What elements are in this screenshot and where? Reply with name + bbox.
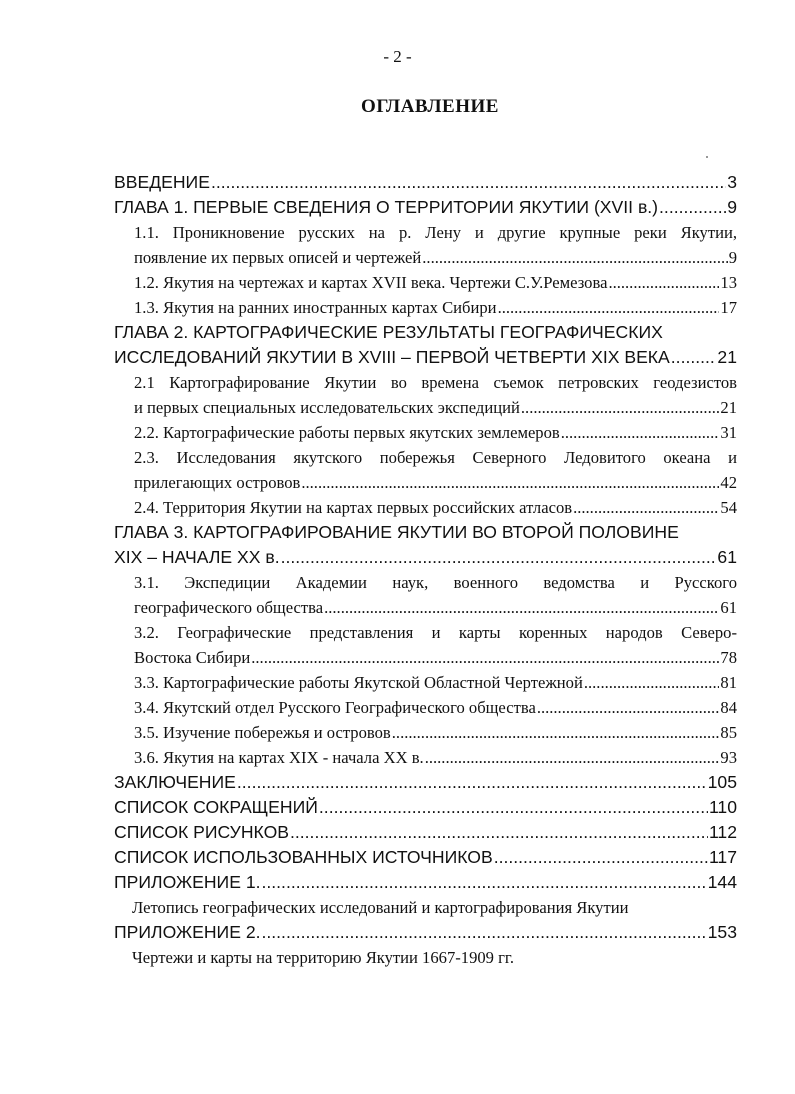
toc-page-number: 17 <box>720 298 737 317</box>
toc-entry-chapter-1[interactable] <box>114 195 737 220</box>
toc-entry-chapter-2[interactable] <box>114 320 737 370</box>
toc-page-number: 85 <box>720 723 737 742</box>
toc-page-number: 84 <box>720 698 737 717</box>
dot-leader <box>281 545 717 570</box>
toc-entry-label: ПРИЛОЖЕНИЕ 2. <box>114 922 261 942</box>
toc-entry-sources[interactable] <box>114 845 737 870</box>
toc-entry-label-line2: прилегающих островов <box>134 473 301 492</box>
toc-page-number: 112 <box>708 822 737 842</box>
dot-leader <box>425 745 720 770</box>
dot-leader <box>494 845 708 870</box>
toc-page-number: 42 <box>720 473 737 492</box>
toc-entry-section-1-2[interactable] <box>134 270 737 295</box>
toc-entry-section-3-1[interactable] <box>114 570 737 620</box>
toc-page-number: 3 <box>727 172 737 192</box>
toc-entry-section-3-6[interactable] <box>134 745 737 770</box>
dot-leader <box>561 420 720 445</box>
toc-entry-label-line1: 3.1. Экспедиции Академии наук, военного ведомства и Русского <box>134 573 737 592</box>
toc-entry-figures[interactable] <box>114 820 737 845</box>
toc-page-number: 117 <box>708 847 737 867</box>
toc-entry-label: 3.4. Якутский отдел Русского Географического общества <box>134 698 536 717</box>
dot-leader <box>422 245 727 270</box>
toc-page-number: 61 <box>717 547 737 567</box>
table-of-contents <box>114 170 737 970</box>
dot-leader <box>262 920 707 945</box>
dot-leader <box>211 170 726 195</box>
toc-page-number: 13 <box>720 273 737 292</box>
page-number: - 2 - <box>383 47 412 66</box>
toc-entry-label: ПРИЛОЖЕНИЕ 1. <box>114 872 261 892</box>
toc-page-number: 61 <box>720 598 737 617</box>
toc-page-number: 31 <box>720 423 737 442</box>
toc-entry-section-3-2[interactable] <box>114 620 737 670</box>
toc-entry-conclusion[interactable] <box>114 770 737 795</box>
dot-leader <box>262 870 707 895</box>
toc-page-number: 54 <box>720 498 737 517</box>
toc-page-number: 78 <box>720 648 737 667</box>
toc-entry-label: 1.2. Якутия на чертежах и картах XVII века. Чертежи С.У.Ремезова <box>134 273 608 292</box>
dot-leader <box>324 595 719 620</box>
appendix-2-description: Чертежи и карты на территорию Якутии 1667-1909 гг. <box>132 948 514 967</box>
toc-entry-section-3-3[interactable] <box>134 670 737 695</box>
toc-entry-label-line2: и первых специальных исследовательских экспедиций <box>134 398 520 417</box>
toc-page-number: 21 <box>720 398 737 417</box>
toc-entry-label-line1: ГЛАВА 2. КАРТОГРАФИЧЕСКИЕ РЕЗУЛЬТАТЫ ГЕОГРАФИЧЕСКИХ <box>114 322 663 342</box>
dot-leader <box>392 720 720 745</box>
toc-page-number: 9 <box>727 197 737 217</box>
toc-entry-label: ЗАКЛЮЧЕНИЕ <box>114 772 236 792</box>
dot-leader <box>584 670 720 695</box>
toc-entry-appendix-2[interactable] <box>114 920 737 945</box>
dot-leader <box>290 820 708 845</box>
toc-entry-label: 2.4. Территория Якутии на картах первых российских атласов <box>134 498 573 517</box>
toc-page-number: 110 <box>708 797 737 817</box>
dot-leader <box>319 795 708 820</box>
toc-entry-label-line2: XIX – НАЧАЛЕ XX в. <box>114 547 280 567</box>
dot-leader <box>659 195 726 220</box>
toc-entry-section-3-5[interactable] <box>134 720 737 745</box>
toc-entry-chapter-3[interactable] <box>114 520 737 570</box>
toc-entry-section-1-3[interactable] <box>134 295 737 320</box>
toc-page-number: 153 <box>707 922 737 942</box>
toc-entry-label: 2.2. Картографические работы первых якутских землемеров <box>134 423 560 442</box>
toc-entry-label: СПИСОК СОКРАЩЕНИЙ <box>114 797 318 817</box>
toc-page-number: 81 <box>720 673 737 692</box>
toc-entry-label-line1: 3.2. Географические представления и карты коренных народов Северо- <box>134 623 737 642</box>
dot-leader <box>573 495 719 520</box>
toc-page-number: 105 <box>707 772 737 792</box>
dot-leader <box>521 395 720 420</box>
page-title: ОГЛАВЛЕНИЕ <box>361 96 499 117</box>
toc-entry-label-line2: географического общества <box>134 598 324 617</box>
toc-page-number: 93 <box>720 748 737 767</box>
toc-page-number: 9 <box>728 248 737 267</box>
toc-entry-section-1-1[interactable] <box>114 220 737 270</box>
dot-leader <box>301 470 719 495</box>
toc-page-number: 21 <box>717 347 737 367</box>
toc-entry-label: 3.3. Картографические работы Якутской Областной Чертежной <box>134 673 583 692</box>
toc-entry-label: ГЛАВА 1. ПЕРВЫЕ СВЕДЕНИЯ О ТЕРРИТОРИИ ЯКУТИИ (XVII в.) <box>114 197 659 217</box>
toc-entry-section-2-2[interactable] <box>134 420 737 445</box>
toc-entry-label-line1: 2.3. Исследования якутского побережья Северного Ледовитого океана и <box>134 448 737 467</box>
toc-entry-label-line1: 1.1. Проникновение русских на р. Лену и другие крупные реки Якутии, <box>134 223 737 242</box>
toc-entry-appendix-1[interactable] <box>114 870 737 895</box>
toc-entry-label: СПИСОК РИСУНКОВ <box>114 822 289 842</box>
toc-entry-label-line2: появление их первых описей и чертежей <box>134 248 422 267</box>
toc-entry-introduction[interactable] <box>114 170 737 195</box>
toc-entry-label: 3.6. Якутия на картах XIX - начала XX в. <box>134 748 424 767</box>
toc-entry-section-2-1[interactable] <box>114 370 737 420</box>
toc-entry-section-2-4[interactable] <box>134 495 737 520</box>
toc-entry-label-line1: ГЛАВА 3. КАРТОГРАФИРОВАНИЕ ЯКУТИИ ВО ВТОРОЙ ПОЛОВИНЕ <box>114 522 679 542</box>
dot-leader <box>498 295 720 320</box>
toc-entry-section-3-4[interactable] <box>134 695 737 720</box>
toc-entry-label-line1: 2.1 Картографирование Якутии во времена съемок петровских геодезистов <box>134 373 737 392</box>
dot-leader <box>251 645 719 670</box>
toc-entry-label: 3.5. Изучение побережья и островов <box>134 723 391 742</box>
dot-leader <box>671 345 717 370</box>
dot-leader <box>237 770 707 795</box>
toc-entry-label: ВВЕДЕНИЕ <box>114 172 210 192</box>
toc-entry-label: СПИСОК ИСПОЛЬЗОВАННЫХ ИСТОЧНИКОВ <box>114 847 493 867</box>
toc-entry-section-2-3[interactable] <box>114 445 737 495</box>
dot-leader <box>537 695 720 720</box>
appendix-1-description: Летопись географических исследований и картографирования Якутии <box>132 898 629 917</box>
toc-entry-abbreviations[interactable] <box>114 795 737 820</box>
toc-entry-label-line2: ИССЛЕДОВАНИЙ ЯКУТИИ В XVIII – ПЕРВОЙ ЧЕТВЕРТИ XIX ВЕКА <box>114 347 670 367</box>
dot-leader <box>608 270 719 295</box>
toc-entry-label: 1.3. Якутия на ранних иностранных картах Сибири <box>134 298 497 317</box>
toc-entry-label-line2: Востока Сибири <box>134 648 251 667</box>
scan-speck <box>706 156 708 158</box>
toc-page-number: 144 <box>707 872 737 892</box>
